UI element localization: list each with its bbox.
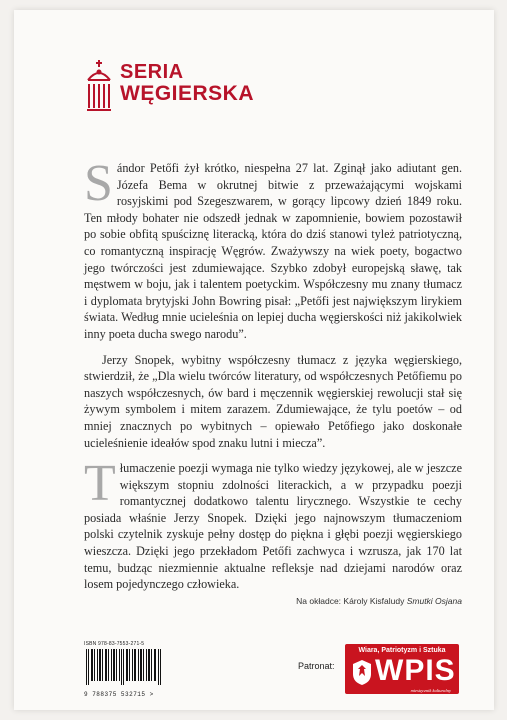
back-cover — [14, 10, 494, 710]
patronat-label: Patronat: — [298, 661, 335, 671]
barcode-icon — [84, 649, 164, 685]
blurb-text — [84, 155, 462, 593]
wpis-tagline: Wiara, Patriotyzm i Sztuka — [358, 647, 446, 654]
wpis-logo — [345, 644, 459, 694]
dropcap-s: S — [84, 155, 113, 212]
series-logo — [84, 52, 255, 122]
paragraph-3 — [84, 455, 462, 593]
series-name-line1: SERIA — [120, 61, 184, 83]
wpis-wordmark: WPIS — [375, 654, 456, 687]
cover-credit-prefix: Na okładce: Károly Kisfaludy — [296, 596, 407, 606]
paragraph-1 — [84, 155, 462, 343]
paragraph-2 — [84, 352, 462, 452]
paragraph-3-text: łumaczenie poezji wymaga nie tylko wiedzy językowej, ale w jeszcze większym stopniu zdolności literackich, a w przypadku poezji romantycznej dodatkowo talentu lirycznego. Wszystkie te cechy posiada właśnie Jerzy Snopek. Dzięki jego najnowszym tłumaczeniom polski czytelnik zyskuje pełny dostęp do piękna i głębi poezji węgierskiego wieszcza. Dzięki jego przekładom Petőfi zachwyca i wzrusza, jak 170 lat temu, budząc niezmiennie aktualne refleksje nad dziejami narodów oraz losem pojedynczego człowieka. — [84, 461, 462, 592]
series-name-line2: WĘGIERSKA — [120, 82, 255, 105]
barcode-digits: 9 788375 532715 > — [84, 691, 154, 698]
eagle-emblem-icon — [351, 658, 373, 686]
cover-credit — [84, 596, 462, 606]
crown-emblem-icon — [84, 58, 114, 114]
paragraph-2-text: Jerzy Snopek, wybitny współczesny tłumacz z języka węgierskiego, stwierdził, że „Dla wielu twórców literatury, od współczesnych Petőfiemu po naszych współczesnych, ów bard i męczennik węgierskiej rewolucji stał się żywym symbolem i mitem zarazem. Zdumiewające, że tylu poetów – od mniej znacznych po wybitnych – opiewało Petőfiego jako doskonałe ucieleśnienie ideałów spod znaku lutni i miecza”. — [84, 352, 462, 450]
cover-credit-title: Smutki Osjana — [406, 596, 462, 606]
paragraph-1-text: ándor Petőfi żył krótko, niespełna 27 lat. Zginął jako adiutant gen. Józefa Bema w okrutnej bitwie z przeważającymi wojskami rosyjskimi pod Szegeszwarem, w gorący lipcowy dzień 1849 roku. Ten młody bohater nie odszedł jednak w zapomnienie, bowiem pozostawił po sobie obfitą spuściznę literacką, która do dziś stanowi tyleż patriotyczną, co romantyczną inspirację Węgrów. Zważywszy na wiek poety, bogactwo jego twórczości jest zdumiewające. Szybko zdobył europejską sławę, tak męstwem w boju, jak i talentem poetyckim. Współczesny mu znany tłumacz i dyplomata brytyjski John Bowring pisał: „Petőfi jest największym lirykiem świata. Według mnie ucieleśnia on lepiej ducha węgierskości niż jakikolwiek inny poeta ducha swego narodu”. — [84, 161, 462, 341]
dropcap-t: T — [84, 455, 116, 513]
isbn-number: ISBN 978-83-7553-271-5 — [84, 641, 145, 647]
wpis-subtitle: miesięcznik kulturalny — [410, 688, 451, 693]
isbn-barcode — [84, 641, 164, 698]
